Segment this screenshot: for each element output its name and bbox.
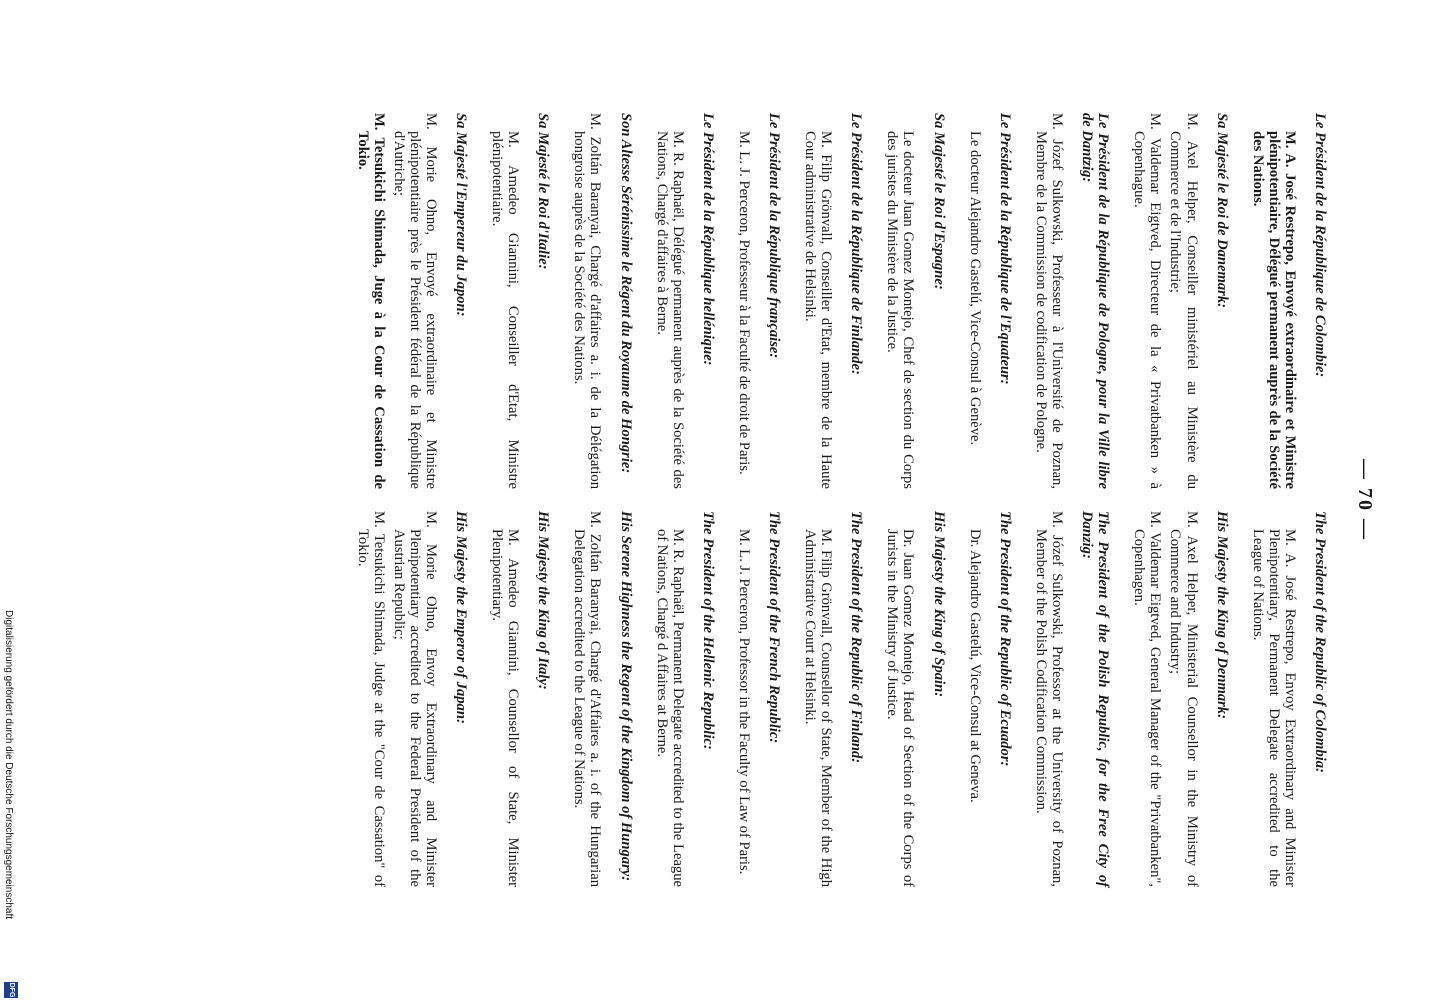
- english-delegate-entry: M. A. José Restrepo, Envoy Extraordinary and Minister Plenipotentiary, Permanent Delegate accredited to the League of Nations.: [1249, 529, 1298, 887]
- french-heading: Sa Majesté le Roi d'Espagne:: [930, 113, 947, 290]
- english-delegate-entry: M. Morie Ohno, Envoy Extraordinary and Minister Plenipotentiary accredited to the Federal President of the Austrian Republic;: [390, 511, 439, 887]
- english-heading: His Majesty the Emperor of Japan:: [453, 511, 469, 724]
- page-number: — 70 —: [1354, 459, 1376, 541]
- french-heading: Son Altesse Sérénissime le Régent du Royaume de Hongrie:: [617, 113, 634, 474]
- french-heading: Le Président de la République hellénique:: [699, 113, 716, 366]
- french-heading: Le Président de la République de Finlande:: [848, 113, 865, 375]
- english-delegate-entry: M. Tetsukichi Shimada, Judge at the "Cour de Cassation" of Tokio.: [354, 511, 387, 887]
- english-delegate-entry: M. Amedeo Giannini, Counsellor of State, Minister Plenipotentiary.: [489, 529, 522, 887]
- english-heading: The President of the French Republic:: [766, 511, 783, 744]
- english-delegate-entry: Dr. Juan Gomez Montejo, Head of Section of the Corps of Jurists in the Ministry of Justice.: [884, 529, 917, 887]
- english-delegate-entry: M. L. J. Perceron, Professor in the Faculty of Law of Paris.: [735, 529, 752, 875]
- french-delegate-entry: M. Zoltán Baranyai, Chargé d'affaires a. i. de la Délégation hongroise auprès de la Société des Nations.: [571, 113, 604, 489]
- french-delegate-entry: M. L. J. Perceron, Professeur à la Faculté de droit de Paris.: [735, 131, 752, 475]
- french-delegate-entry: M. R. Raphaël, Délégué permanent auprès de la Société des Nations, Chargé d'affaires à Berne.: [653, 131, 686, 489]
- english-heading: The President of the Hellenic Republic:: [699, 511, 716, 750]
- dfg-logo: DFG: [4, 982, 18, 998]
- french-delegate-entry: M. Filip Grönvall, Conseiller d'Etat, membre de la Haute Cour administrative de Helsinki.: [802, 131, 835, 489]
- english-delegate-entry: Dr. Alejandro Gastelú, Vice-Consul at Geneva.: [966, 529, 983, 803]
- english-delegate-entry: M. Józef Sulkowski, Professor at the University of Poznan, Member of the Polish Codification Commission.: [1032, 511, 1065, 887]
- english-heading: The President of the Republic of Colombia:: [1312, 511, 1328, 773]
- english-column: [334, 511, 1328, 887]
- french-heading: Sa Majesté le Roi d'Italie:: [535, 113, 552, 270]
- english-heading: The President of the Polish Republic, for the Free City of Danzig:: [1079, 511, 1112, 887]
- french-delegate-entry: M. Tetsukichi Shimada, Juge à la Cour de Cassation de Tokio.: [354, 113, 387, 489]
- french-delegate-entry: M. Morie Ohno, Envoyé extraordinaire et Ministre plénipotentiaire près le Président fédéral de la République d'Autriche;: [390, 113, 439, 489]
- french-heading: Le Président de la République de l'Equateur:: [996, 113, 1013, 385]
- french-column: [334, 113, 1328, 489]
- french-delegate-entry: Le docteur Juan Gomez Montejo, Chef de section du Corps des juristes du Ministère de la Justice.: [884, 131, 917, 489]
- english-delegate-entry: M. Axel Helper, Ministerial Counsellor in the Ministry of Commerce and Industry;: [1167, 511, 1200, 887]
- french-delegate-entry: Le docteur Alejandro Gastelú, Vice-Consul à Genève.: [966, 131, 983, 446]
- english-delegate-entry: M. R. Raphaël, Permanent Delegate accredited to the League of Nations, Chargé d Affaires at Berne.: [653, 529, 686, 887]
- english-heading: His Majesty the King of Denmark:: [1213, 511, 1230, 719]
- digitization-credit: Digitalisierung gefördert durch die Deutsche Forschungsgemeinschaft: [3, 610, 14, 920]
- french-heading: Le Président de la République de Pologne, pour la Ville libre de Dantzig:: [1079, 113, 1112, 489]
- french-delegate-entry: M. Amedeo Giannini, Conseiller d'Etat, Ministre plénipotentiaire.: [489, 131, 522, 489]
- french-delegate-entry: M. Józef Sulkowski, Professeur à l'Université de Poznan, Membre de la Commission de codification de Pologne.: [1032, 113, 1065, 489]
- english-delegate-entry: M. Filip Grönvall, Counsellor of State, Member of the High Administrative Court at Helsinki.: [802, 529, 835, 887]
- english-delegate-entry: M. Valdemar Eigtved, General Manager of the "Privatbanken", Copenhagen.: [1131, 511, 1164, 887]
- english-heading: His Majesty the King of Italy:: [535, 511, 552, 690]
- english-heading: The President of the Republic of Ecuador:: [996, 511, 1013, 767]
- french-heading: Le Président de la République de Colombie:: [1312, 113, 1328, 378]
- french-delegate-entry: M. Axel Helper, Conseiller ministériel au Ministère du Commerce et de l'Industrie;: [1167, 113, 1200, 489]
- english-heading: His Majesty the King of Spain:: [930, 511, 947, 698]
- english-delegate-entry: M. Zoltán Baranyai, Chargé d'Affaires a. i. of the Hungarian Delegation accredited to the League of Nations.: [571, 511, 604, 887]
- french-delegate-entry: M. A. José Restrepo, Envoyé extraordinaire et Ministre plénipotentiaire, Délégué permanent auprès de la Société des Nations.: [1249, 131, 1298, 489]
- french-heading: Sa Majesté l'Empereur du Japon:: [453, 113, 469, 317]
- french-delegate-entry: M. Valdemar Eigtved, Directeur de la « Privatbanken » à Copenhague.: [1131, 113, 1164, 489]
- french-heading: Sa Majesté le Roi de Danemark:: [1213, 113, 1230, 308]
- english-heading: His Serene Highness the Regent of the Kingdom of Hungary:: [617, 511, 634, 882]
- french-heading: Le Président de la République française:: [766, 113, 783, 359]
- english-heading: The President of the Republic of Finland:: [848, 511, 865, 764]
